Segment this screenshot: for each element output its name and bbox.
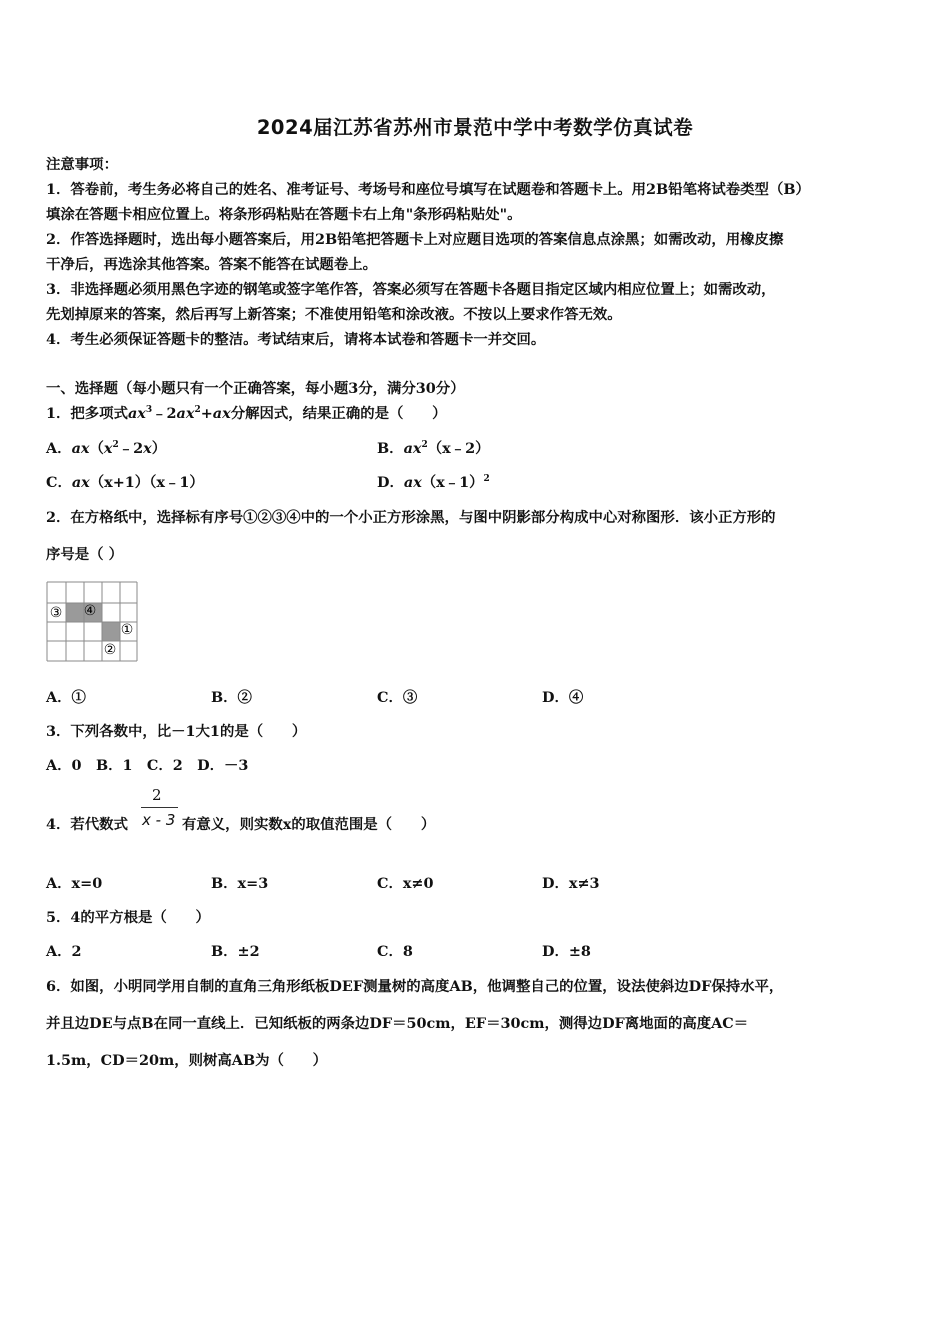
notice-line: 1．答卷前，考生务必将自己的姓名、准考证号、考场号和座位号填写在试题卷和答题卡上。用2B铅笔将试卷类型（B） xyxy=(46,181,810,198)
question-1-option-c: C．ax（x+1）（x﹣1） xyxy=(46,474,204,491)
question-6-stem-cont: 1.5m，CD＝20m，则树高AB为（ ） xyxy=(46,1052,328,1069)
fraction-denominator: x - 3 xyxy=(142,811,176,829)
page-title: 2024届江苏省苏州市景范中学中考数学仿真试卷 xyxy=(256,116,694,139)
question-6-stem-cont: 并且边DE与点B在同一直线上．已知纸板的两条边DF＝50cm，EF＝30cm，测得边DF离地面的高度AC＝ xyxy=(46,1015,749,1032)
question-2-option-a: A．① xyxy=(46,689,86,706)
grid-label-3: ③ xyxy=(49,605,63,621)
notice-line: 填涂在答题卡相应位置上。将条形码粘贴在答题卡右上角"条形码粘贴处"。 xyxy=(46,206,522,223)
question-1-stem: 1．把多项式$ax^3﹣2ax^2+ax$分解因式，结果正确的是（ ） xyxy=(46,405,447,422)
shaded-region xyxy=(102,622,120,641)
question-5-option-d: D．±8 xyxy=(542,943,591,960)
fraction-bar xyxy=(141,807,178,808)
notice-line: 干净后，再选涂其他答案。答案不能答在试题卷上。 xyxy=(46,256,377,273)
question-1-option-b: B．$ax^2(x﹣2)$ xyxy=(377,440,490,457)
grid-label-2: ② xyxy=(103,642,117,658)
question-3-stem: 3．下列各数中，比－1大1的是（ ） xyxy=(46,723,307,740)
question-2-option-d: D．④ xyxy=(542,689,584,706)
question-4-option-c: C．x≠0 xyxy=(377,875,434,892)
question-2-option-c: C．③ xyxy=(377,689,418,706)
grid-label-4: ④ xyxy=(83,603,97,619)
grid-label-1: ① xyxy=(120,622,134,638)
question-1-option-d: D．ax（x﹣1）$^2$ xyxy=(377,474,490,491)
notice-heading: 注意事项： xyxy=(46,156,118,173)
question-6-stem: 6．如图，小明同学用自制的直角三角形纸板DEF测量树的高度AB，他调整自己的位置，设法使斜边DF保持水平， xyxy=(46,978,784,995)
notice-line: 先划掉原来的答案，然后再写上新答案；不准使用铅笔和涂改液。不按以上要求作答无效。 xyxy=(46,306,622,323)
question-2-option-b: B．② xyxy=(211,689,252,706)
question-4-stem-pre: 4．若代数式 xyxy=(46,816,128,833)
fraction-numerator: 2 xyxy=(152,786,162,804)
grid-figure xyxy=(46,581,138,663)
question-5-option-a: A．2 xyxy=(46,943,82,960)
notice-line: 4．考生必须保证答题卡的整洁。考试结束后，请将本试卷和答题卡一并交回。 xyxy=(46,331,546,348)
question-4-option-d: D．x≠3 xyxy=(542,875,600,892)
notice-line: 2．作答选择题时，选出每小题答案后，用2B铅笔把答题卡上对应题目选项的答案信息点涂黑；如需改动，用橡皮擦 xyxy=(46,231,784,248)
question-2-stem-cont: 序号是（ ） xyxy=(46,546,123,563)
question-3-options: A．0 B．1 C．2 D．－3 xyxy=(46,757,249,774)
question-5-option-b: B．±2 xyxy=(211,943,260,960)
question-1-option-a: A．$ax(x^2﹣2x)$ xyxy=(46,440,167,457)
question-4-option-b: B．x=3 xyxy=(211,875,269,892)
question-4-stem-post: 有意义，则实数x的取值范围是（ ） xyxy=(182,816,436,833)
section-heading: 一、选择题（每小题只有一个正确答案，每小题3分，满分30分） xyxy=(46,380,465,397)
question-5-stem: 5．4的平方根是（ ） xyxy=(46,909,210,926)
question-5-option-c: C．8 xyxy=(377,943,413,960)
question-2-stem: 2．在方格纸中，选择标有序号①②③④中的一个小正方形涂黑，与图中阴影部分构成中心对称图形．该小正方形的 xyxy=(46,509,776,526)
question-4-option-a: A．x=0 xyxy=(46,875,103,892)
notice-line: 3．非选择题必须用黑色字迹的钢笔或签字笔作答，答案必须写在答题卡各题目指定区域内相应位置上；如需改动， xyxy=(46,281,776,298)
